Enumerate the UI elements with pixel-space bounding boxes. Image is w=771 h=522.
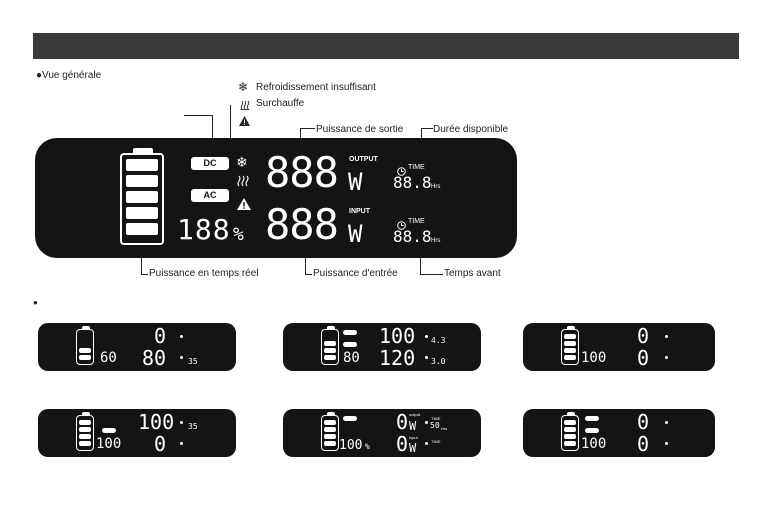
battery-cell — [79, 441, 91, 446]
battery-cell — [564, 348, 576, 353]
battery-value: 100 — [96, 436, 122, 452]
battery-cell — [564, 441, 576, 446]
small-value-bottom: 35 — [188, 357, 198, 366]
time-label-top: TIME — [431, 416, 441, 421]
battery-cell — [564, 427, 576, 432]
output-label: OUTPUT — [349, 156, 378, 163]
output-label: output — [409, 412, 421, 417]
ac-badge — [343, 342, 357, 347]
example-panel-3 — [523, 323, 715, 371]
indicator-dot — [180, 421, 183, 424]
callout-time-before: Temps avant — [444, 268, 501, 279]
snowflake-icon: ❄ — [238, 80, 249, 94]
output-unit: W — [348, 168, 363, 196]
indicator-dot — [665, 442, 668, 445]
overview-label: ●Vue générale — [36, 70, 102, 81]
leader-heat — [230, 105, 231, 140]
example-panel-4 — [38, 409, 236, 457]
battery-cell — [79, 427, 91, 432]
output-value: 100 — [138, 410, 175, 434]
battery-value: 80 — [343, 350, 360, 366]
output-value: 0 — [396, 410, 409, 434]
indicator-dot — [425, 356, 428, 359]
battery-cell — [324, 420, 336, 425]
time-value-bottom: 88.8 — [393, 227, 432, 246]
battery-value: 100 — [339, 438, 363, 453]
heat-lcd-icon — [237, 174, 249, 192]
indicator-dot — [425, 442, 428, 445]
battery-cell — [324, 427, 336, 432]
main-lcd-display — [35, 138, 517, 258]
battery-cell — [324, 355, 336, 360]
hrs-label: Hrs — [441, 426, 448, 431]
output-value: 100 — [379, 324, 416, 348]
time-label-top: TIME — [408, 164, 425, 171]
indicator-dot — [180, 335, 183, 338]
output-value: 0 — [637, 324, 650, 348]
example-panel-6 — [523, 409, 715, 457]
indicator-dot — [665, 356, 668, 359]
output-value: 0 — [154, 324, 167, 348]
battery-cell — [126, 175, 158, 187]
battery-icon — [120, 153, 164, 245]
battery-cell — [324, 434, 336, 439]
dc-badge — [585, 416, 599, 421]
battery-icon — [321, 415, 339, 451]
battery-value: 100 — [581, 436, 607, 452]
dc-badge — [343, 416, 357, 421]
battery-percent-value: 188 — [177, 213, 231, 246]
input-power-value: 888 — [265, 200, 338, 249]
indicator-dot — [180, 442, 183, 445]
battery-cell — [324, 341, 336, 346]
input-label: input — [409, 435, 418, 440]
time-label-bottom: TIME — [431, 439, 441, 444]
battery-cell — [79, 348, 91, 353]
dc-badge — [343, 330, 357, 335]
battery-cell — [126, 159, 158, 171]
input-value: 0 — [154, 432, 167, 456]
ac-badge — [102, 428, 116, 433]
example-panel-5 — [283, 409, 481, 457]
time-value-top: 88.8 — [393, 173, 432, 192]
battery-cell — [79, 420, 91, 425]
battery-icon — [321, 329, 339, 365]
battery-cell — [79, 355, 91, 360]
indicator-dot — [180, 356, 183, 359]
battery-icon — [561, 415, 579, 451]
battery-value: 100 — [581, 350, 607, 366]
battery-cell — [564, 334, 576, 339]
dc-badge: DC — [191, 157, 229, 170]
legend-cooling: Refroidissement insuffisant — [256, 82, 376, 93]
percent-sign: % — [365, 442, 370, 451]
snowflake-lcd-icon: ❄ — [236, 154, 248, 170]
input-label: INPUT — [349, 208, 370, 215]
input-value: 0 — [637, 346, 650, 370]
output-unit: W — [409, 419, 417, 433]
leader-time-before — [420, 258, 443, 275]
input-value: 0 — [637, 432, 650, 456]
output-value: 0 — [637, 410, 650, 434]
callout-duration: Durée disponible — [433, 124, 509, 135]
battery-cell — [564, 434, 576, 439]
battery-value: 60 — [100, 350, 117, 366]
warning-icon — [239, 113, 250, 131]
battery-cell — [79, 434, 91, 439]
battery-cell — [126, 223, 158, 235]
leader-input — [305, 258, 312, 275]
examples-bullet: ● — [33, 298, 38, 307]
callout-realtime-power: Puissance en temps réel — [149, 268, 259, 279]
battery-cell — [564, 355, 576, 360]
ac-badge: AC — [191, 189, 229, 202]
legend-overheat: Surchauffe — [256, 98, 305, 109]
battery-cell — [126, 207, 158, 219]
battery-cell — [324, 348, 336, 353]
battery-cell — [324, 441, 336, 446]
callout-output-power: Puissance de sortie — [316, 124, 404, 135]
output-power-value: 888 — [265, 148, 338, 197]
battery-cell — [126, 191, 158, 203]
time-label-bottom: TIME — [408, 218, 425, 225]
input-value: 0 — [396, 432, 409, 456]
callout-input-power: Puissance d'entrée — [313, 268, 398, 279]
input-unit: W — [409, 441, 417, 455]
input-value: 120 — [379, 346, 416, 370]
indicator-dot — [665, 421, 668, 424]
section-header-bar — [33, 33, 739, 59]
example-panel-2 — [283, 323, 481, 371]
input-value: 80 — [142, 346, 167, 370]
leader-realtime — [141, 258, 148, 275]
battery-cell — [564, 420, 576, 425]
indicator-dot — [665, 335, 668, 338]
battery-icon — [76, 329, 94, 365]
percent-sign: % — [233, 224, 244, 245]
ac-badge — [585, 428, 599, 433]
hrs-label-top: Hrs — [431, 184, 441, 190]
battery-icon — [76, 415, 94, 451]
small-value-top: 4.3 — [431, 336, 446, 345]
small-value-top: 35 — [188, 422, 198, 431]
small-value-bottom: 3.0 — [431, 357, 446, 366]
indicator-dot — [425, 421, 428, 424]
battery-icon — [561, 329, 579, 365]
example-panel-1 — [38, 323, 236, 371]
indicator-dot — [425, 335, 428, 338]
warning-lcd-icon — [237, 197, 251, 215]
small-value-top: 50 — [430, 421, 440, 430]
battery-cell — [564, 341, 576, 346]
hrs-label-bottom: Hrs — [431, 238, 441, 244]
input-unit: W — [348, 220, 363, 248]
